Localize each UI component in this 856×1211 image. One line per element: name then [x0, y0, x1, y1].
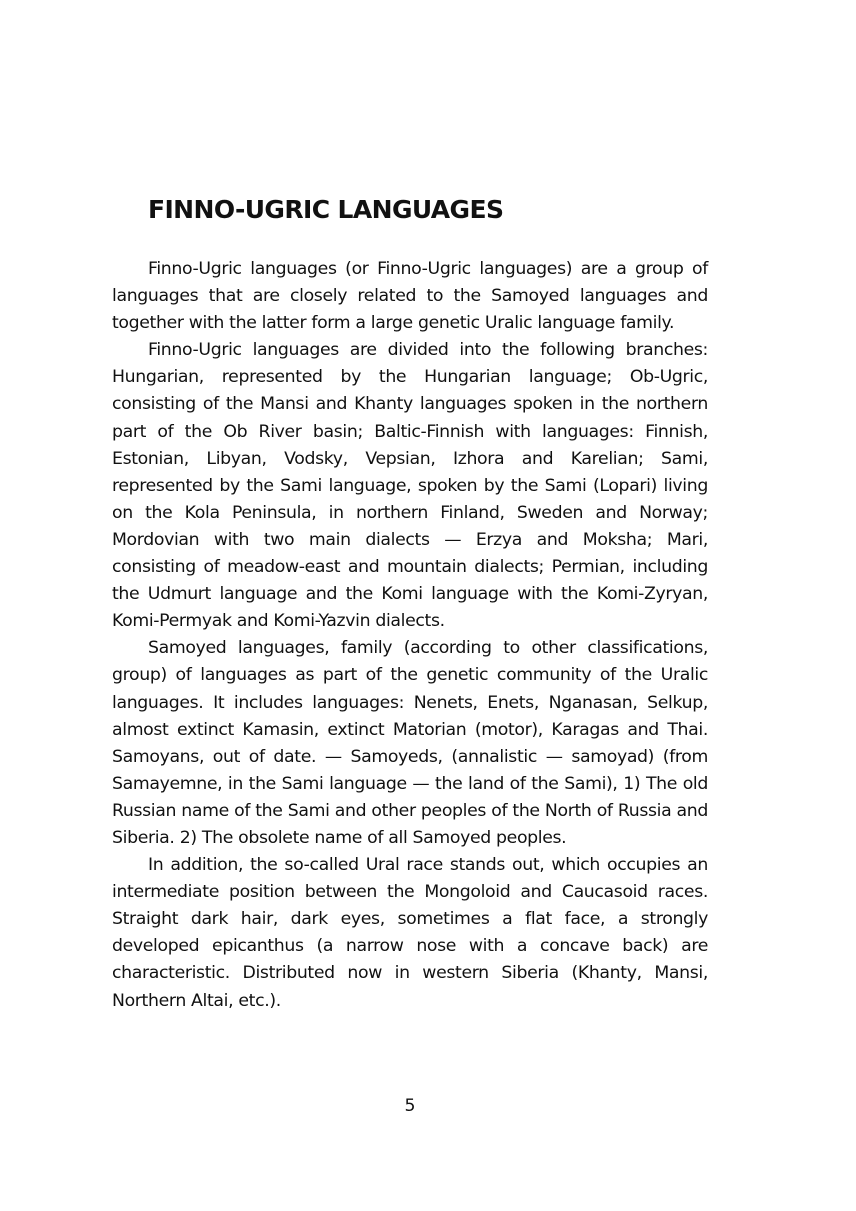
- paragraph-branches: Finno-Ugric languages are divided into the following branches: Hungarian, represented by the Hungarian language; Ob-Ugric, consisting of the Mansi and Khanty languages spoken in the northern part of the Ob River basin; Baltic-Finnish with languages: Finnish, Estonian, Libyan, Vodsky, Vepsian, Izhora and Karelian; Sami, represented by the Sami language, spoken by the Sami (Lopari) living on the Kola Peninsula, in northern Finland, Sweden and Norway; Mordovian with two main dialects — Erzya and Moksha; Mari, consisting of meadow-east and mountain dialects; Permian, including the Udmurt language and the Komi language with the Komi-Zyryan, Komi-Permyak and Komi-Yazvin dialects.: [112, 340, 708, 632]
- body-text: [112, 256, 708, 1015]
- paragraph-samoyed: Samoyed languages, family (according to other classifications, group) of languages as part of the genetic community of the Uralic languages. It includes languages: Nenets, Enets, Nganasan, Selkup, almost extinct Kamasin, extinct Matorian (motor), Karagas and Thai. Samoyans, out of date. — Samoyeds, (annalistic — samoyad) (from Samayemne, in the Sami language — the land of the Sami), 1) The old Russian name of the Sami and other peoples of the North of Russia and Siberia. 2) The obsolete name of all Samoyed peoples.: [112, 638, 708, 848]
- page-number: 5: [404, 1096, 416, 1116]
- paragraph-intro: Finno-Ugric languages (or Finno-Ugric languages) are a group of languages that are closely related to the Samoyed languages and together with the latter form a large genetic Uralic language family.: [112, 259, 708, 334]
- paragraph-ural-race: In addition, the so-called Ural race stands out, which occupies an intermediate position between the Mongoloid and Caucasoid races. Straight dark hair, dark eyes, sometimes a flat face, a strongly developed epicanthus (a narrow nose with a concave back) are characteristic. Distributed now in western Siberia (Khanty, Mansi, Northern Altai, etc.).: [112, 855, 708, 1011]
- chapter-heading: FINNO-UGRIC LANGUAGES: [148, 195, 504, 224]
